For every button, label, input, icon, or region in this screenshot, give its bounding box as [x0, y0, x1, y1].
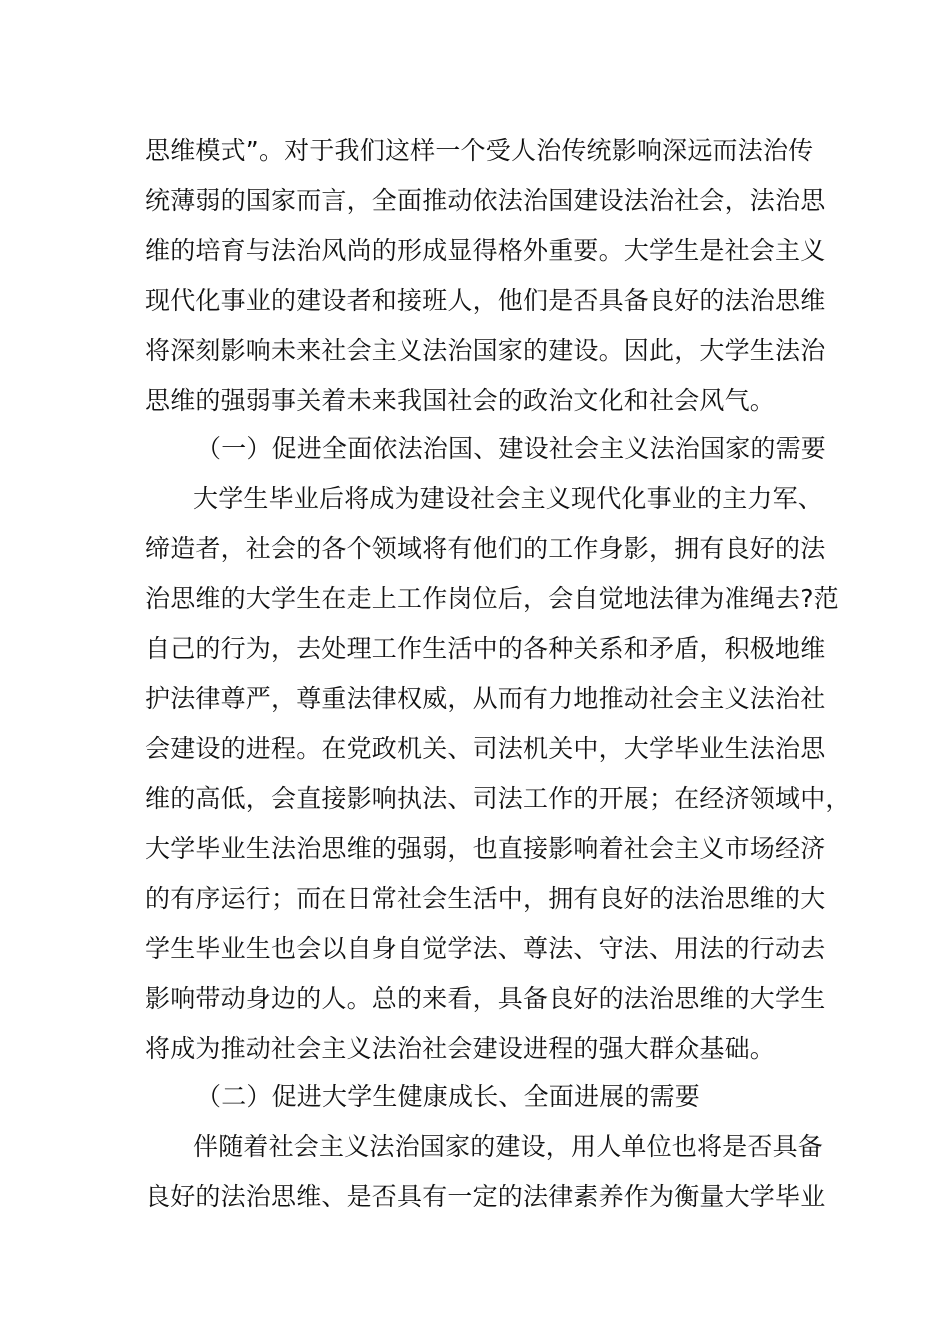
- text-line: 缔造者，社会的各个领域将有他们的工作身影，拥有良好的法: [145, 534, 826, 563]
- text-line: 会建设的进程。在党政机关、司法机关中，大学毕业生法治思: [145, 734, 826, 763]
- text-line: 影响带动身边的人。总的来看，具备良好的法治思维的大学生: [145, 984, 826, 1013]
- text-line: 将成为推动社会主义法治社会建设进程的强大群众基础。: [145, 1034, 776, 1063]
- text-line: 维的高低，会直接影响执法、司法工作的开展；在经济领域中，: [145, 784, 851, 813]
- text-line: 大学生毕业后将成为建设社会主义现代化事业的主力军、: [193, 484, 824, 513]
- text-line: 思维模式”。对于我们这样一个受人治传统影响深远而法治传: [145, 136, 814, 165]
- text-line: 将深刻影响未来社会主义法治国家的建设。因此，大学生法治: [145, 336, 826, 365]
- text-line: 思维的强弱事关着未来我国社会的政治文化和社会风气。: [145, 386, 776, 415]
- text-line: 治思维的大学生在走上工作岗位后，会自觉地法律为准绳去?范: [145, 584, 839, 613]
- text-line: 自己的行为，去处理工作生活中的各种关系和矛盾，积极地维: [145, 634, 826, 663]
- text-line: 伴随着社会主义法治国家的建设，用人单位也将是否具备: [193, 1132, 824, 1161]
- text-line: 大学毕业生法治思维的强弱，也直接影响着社会主义市场经济: [145, 834, 826, 863]
- section-heading: （一）促进全面依法治国、建设社会主义法治国家的需要: [196, 434, 827, 463]
- section-heading: （二）促进大学生健康成长、全面进展的需要: [196, 1082, 701, 1111]
- text-line: 现代化事业的建设者和接班人，他们是否具备良好的法治思维: [145, 286, 826, 315]
- text-line: 良好的法治思维、是否具有一定的法律素养作为衡量大学毕业: [145, 1182, 826, 1211]
- text-line: 维的培育与法治风尚的形成显得格外重要。大学生是社会主义: [145, 236, 826, 265]
- text-line: 统薄弱的国家而言，全面推动依法治国建设法治社会，法治思: [145, 186, 826, 215]
- text-line: 护法律尊严，尊重法律权威，从而有力地推动社会主义法治社: [145, 684, 826, 713]
- text-line: 的有序运行；而在日常社会生活中，拥有良好的法治思维的大: [145, 884, 826, 913]
- text-line: 学生毕业生也会以自身自觉学法、尊法、守法、用法的行动去: [145, 934, 826, 963]
